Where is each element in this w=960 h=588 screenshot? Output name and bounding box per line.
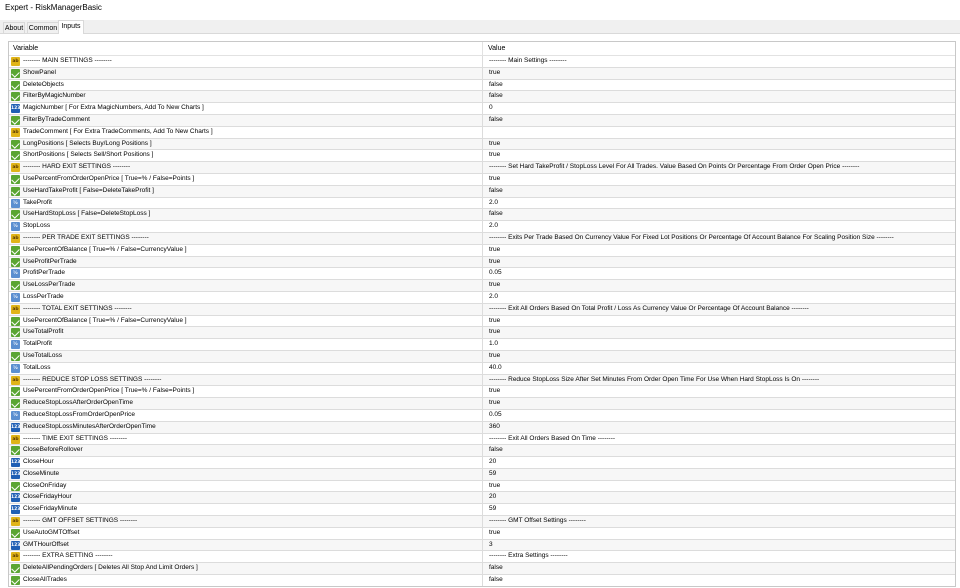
variable-name: UseProfitPerTrade (23, 257, 77, 265)
value-cell[interactable]: true (489, 481, 501, 489)
variable-name: -------- EXTRA SETTING -------- (23, 552, 113, 560)
value-cell[interactable]: 2.0 (489, 292, 499, 300)
table-row[interactable] (9, 351, 955, 363)
integer-type-icon: 123 (11, 424, 21, 430)
tab-inputs[interactable]: Inputs (58, 20, 84, 34)
table-row[interactable] (9, 198, 955, 210)
variable-cell (9, 221, 483, 232)
string-type-icon: ab (12, 377, 19, 383)
table-row[interactable] (9, 445, 955, 457)
variable-cell (9, 115, 483, 126)
string-type-icon: ab (12, 519, 19, 525)
variable-name: UsePercentFromOrderOpenPrice [ True=% / False=Points ] (23, 387, 195, 395)
variable-name: TradeComment [ For Extra TradeComments, Add To New Charts ] (23, 127, 213, 135)
table-row[interactable] (9, 68, 955, 80)
variable-name: CloseBeforeRollover (23, 446, 83, 454)
double-type-icon: ½ (11, 411, 20, 420)
variable-cell (9, 445, 483, 456)
variable-cell (9, 504, 483, 515)
table-row[interactable] (9, 469, 955, 481)
variable-cell (9, 528, 483, 539)
variable-name: -------- GMT OFFSET SETTINGS -------- (23, 517, 138, 525)
variable-cell (9, 150, 483, 161)
variable-cell (9, 327, 483, 338)
value-cell[interactable]: 40.0 (489, 363, 502, 371)
variable-name: LongPositions [ Selects Buy/Long Positions ] (23, 139, 152, 147)
table-row[interactable] (9, 162, 955, 174)
variable-name: -------- PER TRADE EXIT SETTINGS -------- (23, 233, 149, 241)
table-row[interactable] (9, 492, 955, 504)
variable-name: UsePercentFromOrderOpenPrice [ True=% / False=Points ] (23, 174, 195, 182)
value-cell[interactable]: false (489, 576, 503, 584)
variable-name: FilterByMagicNumber (23, 92, 86, 100)
value-cell[interactable]: -------- Main Settings -------- (489, 57, 567, 64)
variable-name: FilterByTradeComment (23, 115, 90, 123)
table-row[interactable] (9, 339, 955, 351)
table-row[interactable] (9, 504, 955, 516)
variable-name: UsePercentOfBalance [ True=% / False=CurrencyValue ] (23, 245, 187, 253)
variable-cell (9, 422, 483, 433)
table-row[interactable] (9, 268, 955, 280)
variable-cell (9, 257, 483, 268)
bool-type-icon (11, 529, 20, 538)
integer-type-icon: 123 (11, 106, 21, 112)
bool-type-icon (11, 81, 20, 90)
value-cell[interactable]: 3 (489, 540, 493, 548)
double-type-icon: ½ (11, 293, 20, 302)
variable-name: TotalProfit (23, 340, 52, 348)
bool-type-icon (11, 281, 20, 290)
variable-name: ReduceStopLossAfterOrderOpenTime (23, 399, 133, 407)
variable-cell (9, 516, 483, 527)
value-cell[interactable]: true (489, 174, 501, 182)
bool-type-icon (11, 387, 20, 396)
value-cell[interactable]: false (489, 564, 503, 572)
double-type-icon: ½ (11, 269, 20, 278)
string-type-icon: ab (12, 306, 19, 312)
inputs-panel (0, 33, 960, 588)
value-cell[interactable]: true (489, 245, 501, 253)
variable-cell (9, 492, 483, 503)
table-row[interactable] (9, 327, 955, 339)
variable-name: GMTHourOffset (23, 540, 69, 548)
variable-cell (9, 139, 483, 150)
variable-cell (9, 80, 483, 91)
variable-cell (9, 386, 483, 397)
variable-cell (9, 316, 483, 327)
bool-type-icon (11, 352, 20, 361)
value-cell[interactable]: true (489, 316, 501, 324)
tab-common[interactable]: Common (27, 22, 59, 34)
variable-cell (9, 292, 483, 303)
double-type-icon: ½ (11, 340, 20, 349)
bool-type-icon (11, 187, 20, 196)
variable-cell (9, 351, 483, 362)
variable-name: CloseFridayHour (23, 493, 72, 501)
variable-cell (9, 174, 483, 185)
value-cell[interactable]: true (489, 528, 501, 536)
integer-type-icon: 123 (11, 495, 21, 501)
double-type-icon: ½ (11, 222, 20, 231)
variable-cell (9, 410, 483, 421)
value-cell[interactable]: true (489, 139, 501, 147)
variable-name: TakeProfit (23, 198, 52, 206)
grid-header (9, 42, 955, 56)
variable-cell (9, 103, 483, 114)
variable-cell (9, 233, 483, 244)
column-header-value[interactable]: Value (488, 45, 506, 52)
variable-cell (9, 268, 483, 279)
value-cell[interactable]: 59 (489, 469, 497, 477)
variable-cell (9, 245, 483, 256)
variable-cell (9, 469, 483, 480)
bool-type-icon (11, 564, 20, 573)
string-type-icon: ab (12, 165, 19, 171)
variable-name: ProfitPerTrade (23, 269, 66, 277)
value-cell[interactable]: 2.0 (489, 198, 499, 206)
value-cell[interactable]: -------- Exit All Orders Based On Total Profit / Loss As Currency Value Or Percentage Of Account Balance -------- (489, 304, 809, 312)
table-row[interactable] (9, 304, 955, 316)
variable-name: CloseFridayMinute (23, 505, 78, 513)
value-cell[interactable]: true (489, 351, 501, 359)
variable-name: CloseOnFriday (23, 481, 67, 489)
bool-type-icon (11, 140, 20, 149)
value-cell[interactable] (485, 127, 953, 138)
table-row[interactable] (9, 280, 955, 292)
integer-type-icon: 123 (11, 542, 21, 548)
value-cell[interactable]: -------- Set Hard TakeProfit / StopLoss Level For All Trades. Value Based On Points Or Percentage From Order Open Price -------- (489, 163, 860, 171)
value-cell[interactable]: true (489, 399, 501, 407)
variable-cell (9, 339, 483, 350)
table-row[interactable] (9, 233, 955, 245)
variable-name: DeleteAllPendingOrders [ Deletes All Stop And Limit Orders ] (23, 564, 198, 572)
value-cell[interactable]: false (489, 115, 503, 123)
table-row[interactable] (9, 540, 955, 552)
variable-cell (9, 186, 483, 197)
variable-name: MagicNumber [ For Extra MagicNumbers, Add To New Charts ] (23, 104, 204, 112)
variable-name: UseTotalLoss (23, 351, 63, 359)
string-type-icon: ab (12, 554, 19, 560)
value-cell[interactable]: true (489, 68, 501, 76)
variable-name: LossPerTrade (23, 292, 64, 300)
variable-cell (9, 563, 483, 574)
table-row[interactable] (9, 363, 955, 375)
integer-type-icon: 123 (11, 507, 21, 513)
variable-name: UsePercentOfBalance [ True=% / False=CurrencyValue ] (23, 316, 187, 324)
table-row[interactable] (9, 115, 955, 127)
variable-name: ShortPositions [ Selects Sell/Short Positions ] (23, 151, 154, 159)
window-title-bar (0, 0, 960, 20)
window-title: Expert - RiskManagerBasic (5, 3, 102, 12)
table-row[interactable] (9, 398, 955, 410)
value-cell[interactable]: true (489, 151, 501, 159)
variable-cell (9, 575, 483, 586)
variable-name: -------- HARD EXIT SETTINGS -------- (23, 163, 131, 171)
table-row[interactable] (9, 422, 955, 434)
value-cell[interactable]: 0 (489, 104, 493, 112)
table-row[interactable] (9, 575, 955, 587)
variable-cell (9, 162, 483, 173)
grid-rows (9, 56, 955, 587)
table-row[interactable] (9, 481, 955, 493)
value-cell[interactable]: false (489, 186, 503, 194)
value-cell[interactable]: true (489, 257, 501, 265)
table-row[interactable] (9, 127, 955, 139)
integer-type-icon: 123 (11, 460, 21, 466)
table-row[interactable] (9, 139, 955, 151)
variable-name: StopLoss (23, 222, 51, 230)
variable-cell (9, 540, 483, 551)
variable-name: -------- REDUCE STOP LOSS SETTINGS -------- (23, 375, 162, 383)
tab-strip (0, 20, 960, 34)
bool-type-icon (11, 576, 20, 585)
value-cell[interactable]: 20 (489, 458, 497, 466)
inputs-grid (8, 41, 956, 587)
value-cell[interactable]: 1.0 (489, 340, 499, 348)
variable-name: -------- TOTAL EXIT SETTINGS -------- (23, 304, 132, 312)
value-cell[interactable]: true (489, 281, 501, 289)
variable-cell (9, 209, 483, 220)
value-cell[interactable]: -------- GMT Offset Settings -------- (489, 517, 586, 525)
bool-type-icon (11, 151, 20, 160)
variable-cell (9, 375, 483, 386)
value-cell[interactable]: -------- Exit All Orders Based On Time -------- (489, 434, 616, 442)
table-row[interactable] (9, 186, 955, 198)
variable-cell (9, 68, 483, 79)
bool-type-icon (11, 399, 20, 408)
value-cell[interactable]: 2.0 (489, 222, 499, 230)
variable-name: UseAutoGMTOffset (23, 528, 80, 536)
table-row[interactable] (9, 410, 955, 422)
variable-cell (9, 457, 483, 468)
table-row[interactable] (9, 516, 955, 528)
table-row[interactable] (9, 528, 955, 540)
variable-cell (9, 304, 483, 315)
table-row[interactable] (9, 174, 955, 186)
variable-name: CloseHour (23, 458, 54, 466)
value-cell[interactable]: false (489, 446, 503, 454)
table-row[interactable] (9, 150, 955, 162)
table-row[interactable] (9, 80, 955, 92)
bool-type-icon (11, 258, 20, 267)
bool-type-icon (11, 92, 20, 101)
table-row[interactable] (9, 257, 955, 269)
variable-name: -------- TIME EXIT SETTINGS -------- (23, 434, 128, 442)
variable-cell (9, 398, 483, 409)
table-row[interactable] (9, 221, 955, 233)
bool-type-icon (11, 210, 20, 219)
variable-name: UseLossPerTrade (23, 281, 76, 289)
value-cell[interactable]: false (489, 210, 503, 218)
variable-name: -------- MAIN SETTINGS -------- (23, 57, 112, 64)
value-cell[interactable]: true (489, 328, 501, 336)
column-header-variable[interactable]: Variable (9, 42, 483, 56)
variable-cell (9, 280, 483, 291)
value-cell[interactable]: true (489, 387, 501, 395)
value-cell[interactable]: -------- Extra Settings -------- (489, 552, 568, 560)
table-row[interactable] (9, 103, 955, 115)
table-row[interactable] (9, 386, 955, 398)
variable-name: UseHardStopLoss [ False=DeleteStopLoss ] (23, 210, 151, 218)
table-row[interactable] (9, 457, 955, 469)
bool-type-icon (11, 317, 20, 326)
value-cell[interactable]: false (489, 80, 503, 88)
string-type-icon: ab (12, 235, 19, 241)
bool-type-icon (11, 69, 20, 78)
variable-cell (9, 363, 483, 374)
table-row[interactable] (9, 375, 955, 387)
variable-cell (9, 434, 483, 445)
string-type-icon: ab (12, 129, 19, 135)
tab-about[interactable]: About (3, 22, 25, 34)
table-row[interactable] (9, 551, 955, 563)
table-row[interactable] (9, 434, 955, 446)
variable-name: ShowPanel (23, 68, 56, 76)
table-row[interactable] (9, 209, 955, 221)
variable-cell (9, 198, 483, 209)
string-type-icon: ab (12, 436, 19, 442)
double-type-icon: ½ (11, 199, 20, 208)
value-cell[interactable]: 360 (489, 422, 500, 430)
variable-name: UseTotalProfit (23, 328, 64, 336)
value-cell[interactable]: false (489, 92, 503, 100)
table-row[interactable] (9, 563, 955, 575)
value-cell[interactable]: -------- Reduce StopLoss Size After Set Minutes From Order Open Time For Use When Hard StopLoss Is On -------- (489, 375, 820, 383)
bool-type-icon (11, 328, 20, 337)
double-type-icon: ½ (11, 364, 20, 373)
string-type-icon: ab (12, 59, 19, 64)
value-cell[interactable]: 59 (489, 505, 497, 513)
integer-type-icon: 123 (11, 471, 21, 477)
table-row[interactable] (9, 245, 955, 257)
variable-cell (9, 481, 483, 492)
value-cell[interactable]: 20 (489, 493, 497, 501)
bool-type-icon (11, 246, 20, 255)
variable-name: ReduceStopLossFromOrderOpenPrice (23, 410, 135, 418)
table-row[interactable] (9, 292, 955, 304)
bool-type-icon (11, 116, 20, 125)
variable-cell (9, 551, 483, 562)
value-cell[interactable]: 0.05 (489, 410, 502, 418)
variable-name: DeleteObjects (23, 80, 64, 88)
bool-type-icon (11, 482, 20, 491)
variable-name: CloseAllTrades (23, 576, 67, 584)
value-cell[interactable]: 0.05 (489, 269, 502, 277)
variable-cell (9, 127, 483, 138)
table-row[interactable] (9, 316, 955, 328)
table-row[interactable] (9, 56, 955, 68)
variable-name: UseHardTakeProfit [ False=DeleteTakeProfit ] (23, 186, 154, 194)
value-cell[interactable]: -------- Exits Per Trade Based On Currency Value For Fixed Lot Positions Or Percentage Of Account Balance For Scaling Position Size -------- (489, 233, 894, 241)
variable-name: CloseMinute (23, 469, 60, 477)
table-row[interactable] (9, 91, 955, 103)
bool-type-icon (11, 175, 20, 184)
bool-type-icon (11, 446, 20, 455)
variable-name: ReduceStopLossMinutesAfterOrderOpenTime (23, 422, 156, 430)
variable-cell (9, 56, 483, 67)
variable-cell (9, 91, 483, 102)
variable-name: TotalLoss (23, 363, 51, 371)
